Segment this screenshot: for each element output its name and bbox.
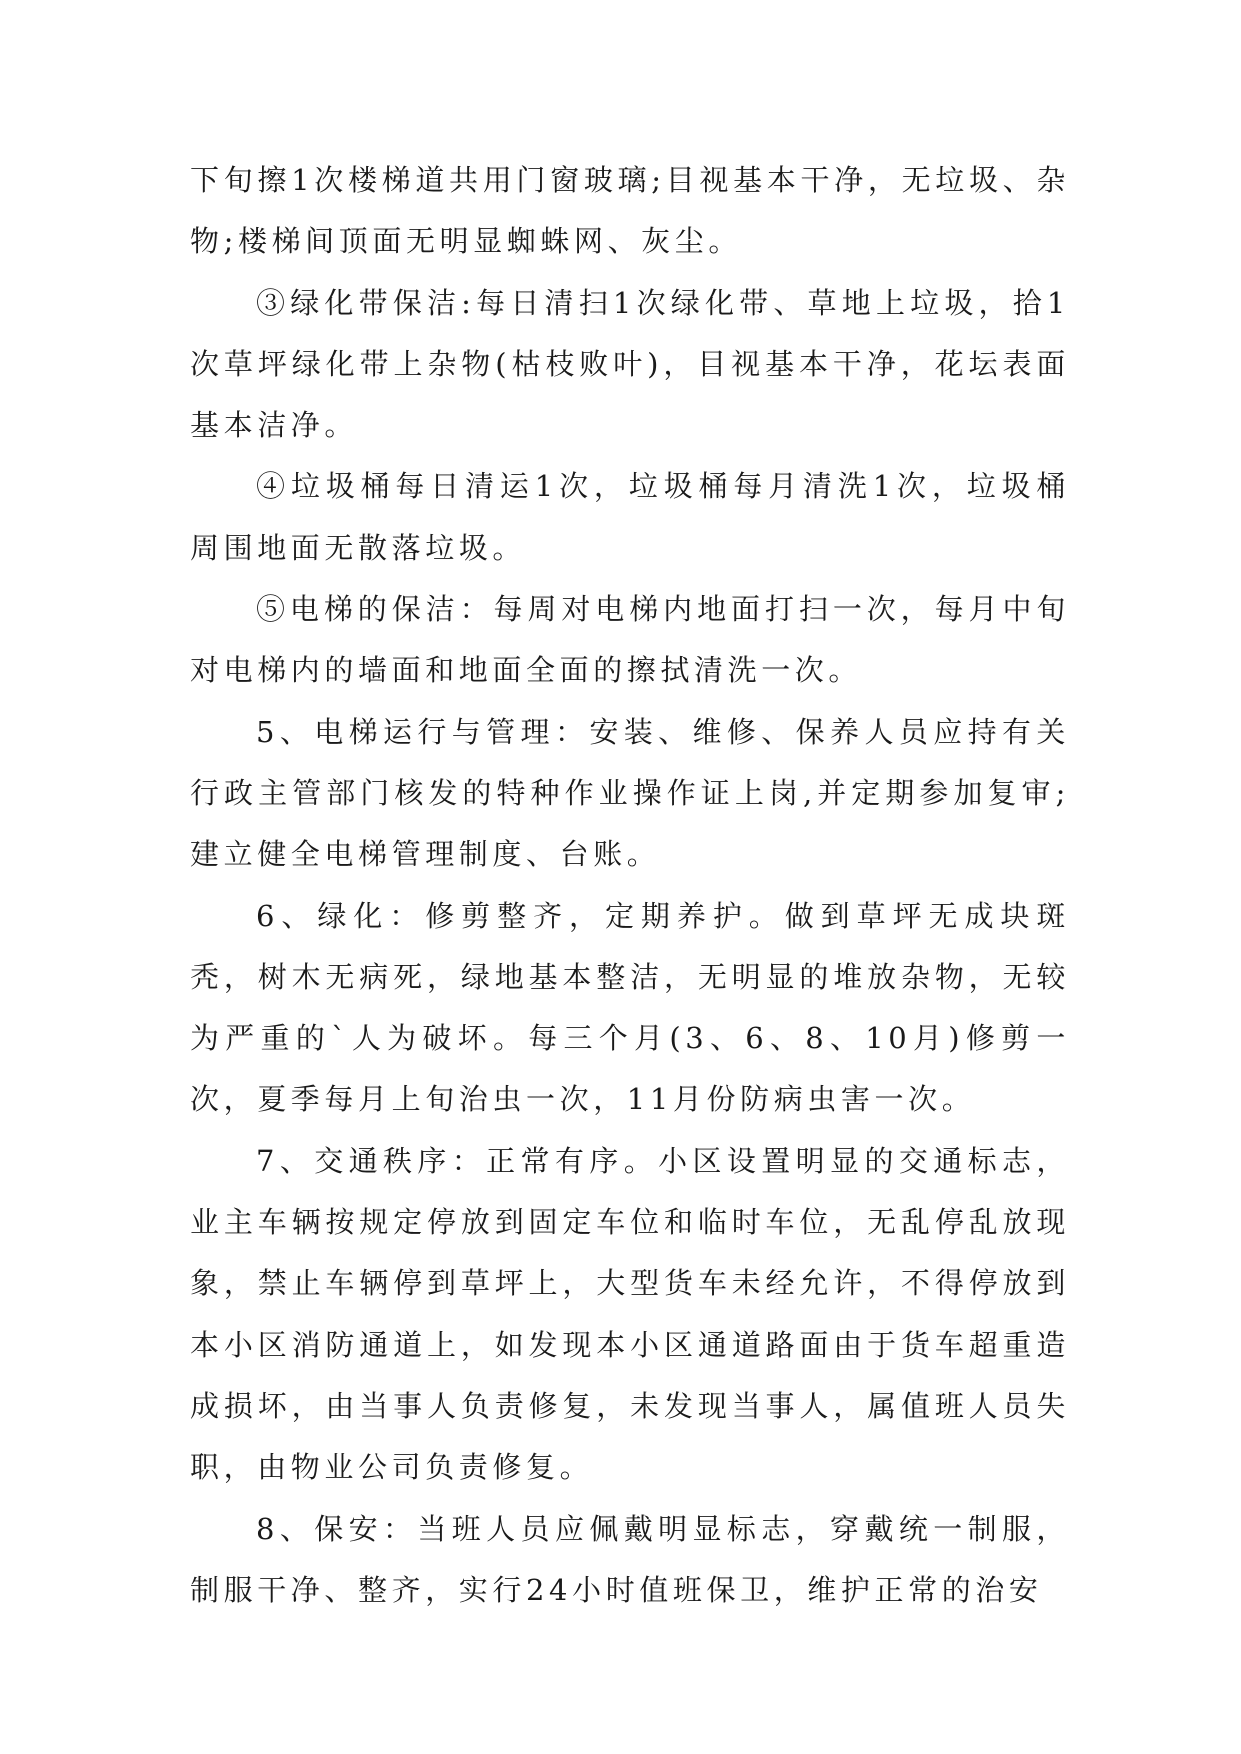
paragraph-stairwell-cleaning-continued: 下旬擦1次楼梯道共用门窗玻璃;目视基本干净，无垃圾、杂物;楼梯间顶面无明显蜘蛛网、灰尘。	[190, 163, 1070, 259]
paragraph-greenbelt-cleaning: ③绿化带保洁:每日清扫1次绿化带、草地上垃圾，拾1次草坪绿化带上杂物(枯枝败叶)，目视基本干净，花坛表面基本洁净。	[190, 285, 1070, 443]
paragraph-trash-bins: ④垃圾桶每日清运1次，垃圾桶每月清洗1次，垃圾桶周围地面无散落垃圾。	[190, 469, 1070, 565]
document-body	[190, 150, 1070, 1621]
paragraph-elevator-cleaning: ⑤电梯的保洁：每周对电梯内地面打扫一次，每月中旬对电梯内的墙面和地面全面的擦拭清洗一次。	[190, 592, 1070, 688]
paragraph-elevator-operation: 5、电梯运行与管理：安装、维修、保养人员应持有关行政主管部门核发的特种作业操作证上岗,并定期参加复审;建立健全电梯管理制度、台账。	[190, 714, 1070, 872]
paragraph-security: 8、保安：当班人员应佩戴明显标志，穿戴统一制服，制服干净、整齐，实行24小时值班保卫，维护正常的治安	[190, 1511, 1070, 1607]
paragraph-greening: 6、绿化：修剪整齐，定期养护。做到草坪无成块斑秃，树木无病死，绿地基本整洁，无明显的堆放杂物，无较为严重的`人为破坏。每三个月(3、6、8、10月)修剪一次，夏季每月上旬治虫一次，11月份防病虫害一次。	[190, 898, 1070, 1117]
paragraph-traffic-order: 7、交通秩序：正常有序。小区设置明显的交通标志，业主车辆按规定停放到固定车位和临时车位，无乱停乱放现象，禁止车辆停到草坪上，大型货车未经允许，不得停放到本小区消防通道上，如发现本小区通道路面由于货车超重造成损坏，由当事人负责修复，未发现当事人，属值班人员失职，由物业公司负责修复。	[190, 1143, 1070, 1485]
